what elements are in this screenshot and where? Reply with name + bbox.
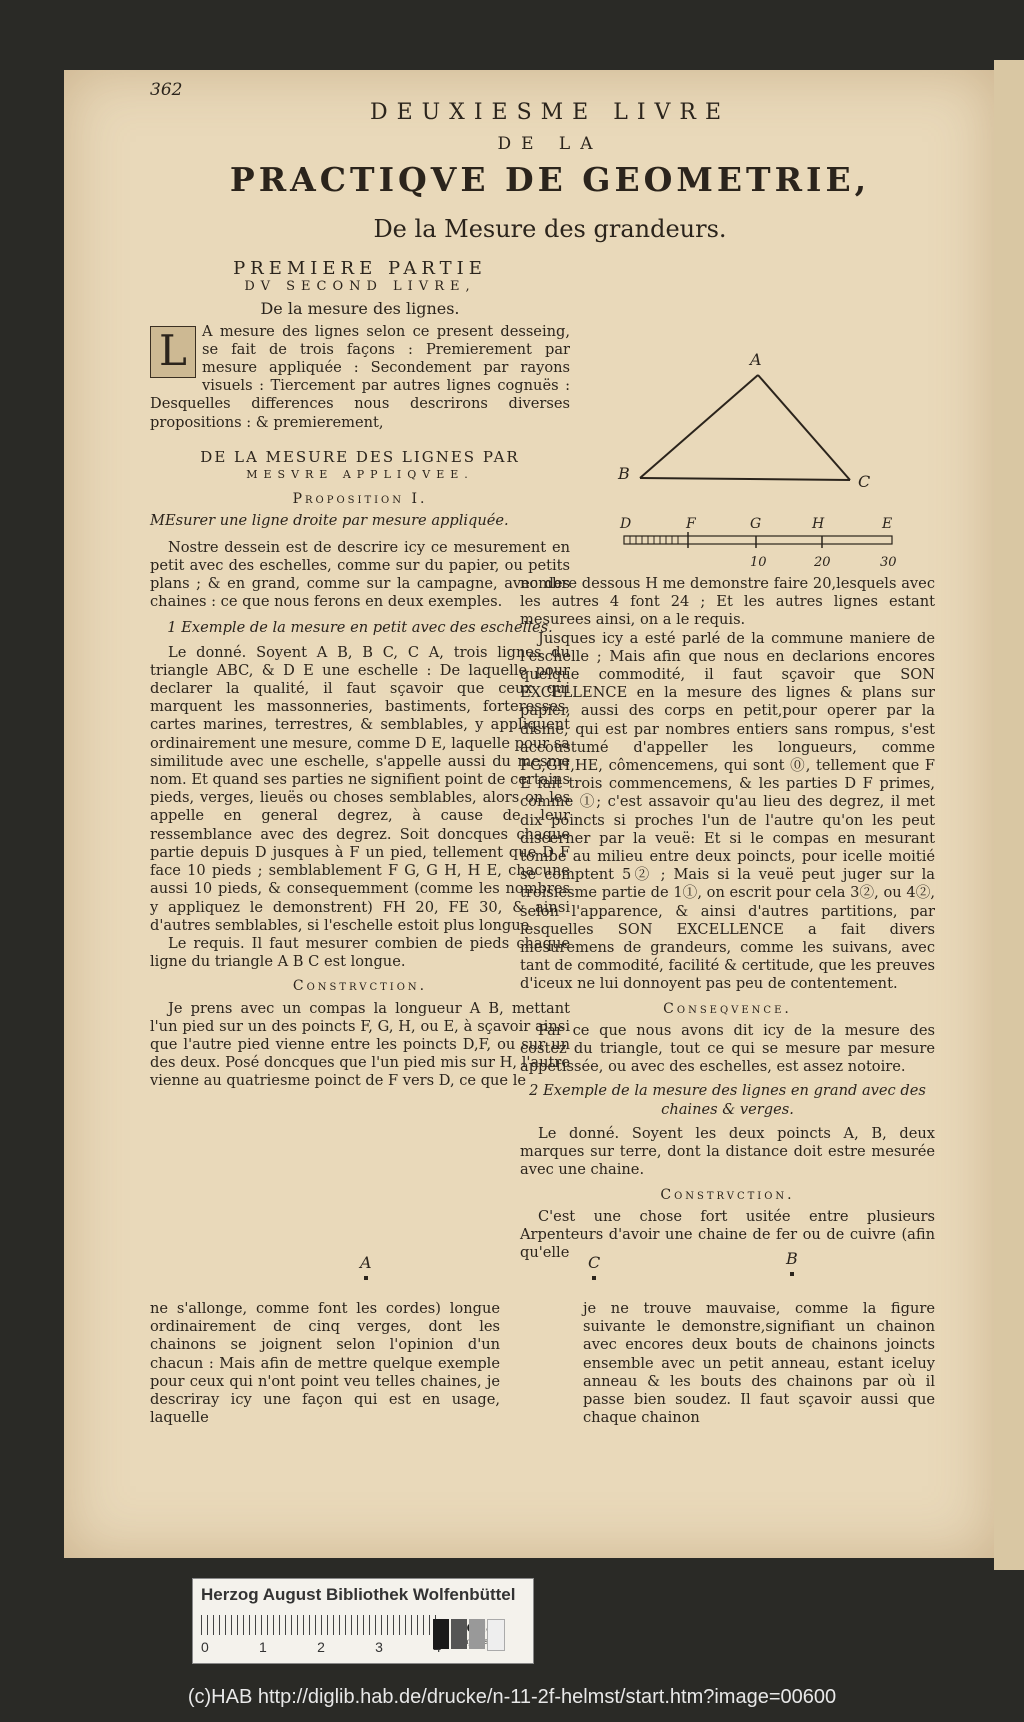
right-column xyxy=(520,575,935,1262)
right-paragraph-5: C'est une chose fort usitée entre plusieurs Arpenteurs d'avoir une chaine de fer ou de cuivre (afin qu'elle xyxy=(520,1207,935,1262)
title-line-1: DEUXIESME LIVRE xyxy=(369,100,731,125)
part-title: De la mesure des lignes. xyxy=(260,299,460,319)
scale-label-d: D xyxy=(620,516,632,532)
bottom-right-paragraph: je ne trouve mauvaise, comme la figure suivante le demonstre,signifiant un chainon avec encores deux bouts de chainons joincts ensemble avec un petit anneau, estant iceluy anneau & les bouts des chainons par où il passe bien soudez. Il faut sçavoir aussi que chaque chainon xyxy=(583,1300,935,1427)
ruler-numbers xyxy=(201,1639,441,1655)
scale-label-g: G xyxy=(750,516,762,532)
scale-bar xyxy=(624,536,892,544)
scale-label-f: F xyxy=(686,516,696,532)
paragraph-1: Nostre dessein est de descrire icy ce mesurement en petit avec des eschelles, comme sur du papier, ou petits plans ; & en grand, comme sur la campagne, avec des chaines : ce que nous ferons en deux exemples. xyxy=(150,538,570,611)
triangle-figure xyxy=(600,345,900,495)
next-page-edge xyxy=(994,60,1024,1570)
point-label-a: A xyxy=(360,1253,372,1272)
part-heading: PREMIERE PARTIE xyxy=(233,258,487,279)
vertex-label-b: B xyxy=(618,464,630,483)
example-1-title: 1 Exemple de la mesure en petit avec des eschelles. xyxy=(167,619,553,637)
point-a xyxy=(364,1276,368,1280)
title-line-3: PRACTIQVE DE GEOMETRIE, xyxy=(229,160,871,199)
subsection-heading: DE LA MESURE DES LIGNES PAR xyxy=(200,447,520,466)
construction-2-heading: Constrvction. xyxy=(660,1186,795,1203)
drop-cap: L xyxy=(150,326,196,378)
swatch-mid-gray xyxy=(469,1619,485,1649)
ruler-scale xyxy=(201,1615,441,1635)
ruler-number: 0 xyxy=(201,1639,209,1655)
point-label-b: B xyxy=(786,1249,798,1268)
library-name: Herzog August Bibliothek Wolfenbüttel xyxy=(201,1585,516,1604)
left-column xyxy=(150,260,570,1091)
vertex-label-a: A xyxy=(750,350,762,369)
right-paragraph-4: Le donné. Soyent les deux poincts A, B, deux marques sur terre, dont la distance doit estre mesurée avec une chaine. xyxy=(520,1124,935,1179)
consequence-heading: Conseqvence. xyxy=(663,1000,792,1017)
line-ab xyxy=(640,375,758,478)
scale-number-10: 10 xyxy=(750,555,767,570)
title-line-2: DE LA xyxy=(497,134,603,154)
scale-figure xyxy=(618,514,918,574)
proposition-heading: Proposition I. xyxy=(292,491,428,508)
scale-ticks xyxy=(630,532,822,548)
line-ac xyxy=(758,375,850,480)
paragraph-4: Je prens avec un compas la longueur A B, mettant l'un pied sur un des poincts F, G, H, ou E, à sçavoir ainsi que l'autre pied vienne entre les poincts D,F, ou sur un des deux. Posé doncques que l'un pied mis sur H, l'autre vienne au quatriesme poinct de F vers D, ce que le xyxy=(150,999,570,1090)
title-line-4: De la Mesure des grandeurs. xyxy=(373,215,727,243)
point-c xyxy=(592,1276,596,1280)
bottom-left-paragraph: ne s'allonge, comme font les cordes) longue ordinairement de cinq verges, dont les chainons se joignent selon l'opinion d'un chacun : Mais afin de mettre quelque exemple pour ceux qui n'ont point veu telles chaines, je descriray icy une façon qui est en usage, laquelle xyxy=(150,1300,500,1427)
copyright-footer: (c)HAB http://diglib.hab.de/drucke/n-11-2f-helmst/start.htm?image=00600 xyxy=(187,1686,837,1708)
swatch-light xyxy=(487,1619,505,1651)
ruler-number: 1 xyxy=(259,1639,267,1655)
archive-color-card xyxy=(192,1578,534,1664)
points-figure xyxy=(340,1248,820,1288)
scale-number-30: 30 xyxy=(880,555,897,570)
line-bc xyxy=(640,478,850,480)
intro-paragraph xyxy=(150,323,570,432)
swatch-dark-gray xyxy=(451,1619,467,1649)
part-subheading: DV SECOND LIVRE, xyxy=(244,279,476,295)
paragraph-2: Le donné. Soyent A B, B C, C A, trois lignes du triangle ABC, & D E une eschelle : De laquelle pour declarer la qualité, il faut sçavoir que ceux qui marquent les massonneries, bastiments, forteresses, cartes marines, terrestres, & semblables, y appliquent ordinairement une mesure, comme D E, laquelle pour sa similitude avec une eschelle, s'appelle aussi du mesme nom. Et quand ses parties ne signifient point de certains pieds, verges, lieuës ou choses semblables, alors on les appelle en general degrez, à cause de leur ressemblance avec des degrez. Soit doncques chaque partie depuis D jusques à F un pied, tellement que D F face 10 pieds ; semblablement F G, G H, H E, chacune aussi 10 pieds, & consequemment (comme les nombres y appliquez le demonstrent) FH 20, FE 30, & ainsi d'autres semblables, si l'eschelle estoit plus longue. xyxy=(150,643,570,934)
swatch-black xyxy=(433,1619,449,1649)
ruler-number: 3 xyxy=(375,1639,383,1655)
right-paragraph-3: Par ce que nous avons dit icy de la mesure des costez du triangle, tout ce qui se mesure par mesure appetissée, ou avec des eschelles, est assez notoire. xyxy=(520,1021,935,1076)
proposition-title: MEsurer une ligne droite par mesure appliquée. xyxy=(150,512,509,530)
right-paragraph-1: nombre dessous H me demonstre faire 20,lesquels avec les autres 4 font 24 ; Et les autres lignes estant mesurees ainsi, on a le requis. xyxy=(520,575,935,629)
paragraph-3: Le requis. Il faut mesurer combien de pieds chaque ligne du triangle A B C est longue. xyxy=(150,934,570,971)
example-2-title: 2 Exemple de la mesure des lignes en grand avec des chaines & verges. xyxy=(529,1082,926,1118)
scale-number-20: 20 xyxy=(814,555,831,570)
right-paragraph-2: Jusques icy a esté parlé de la commune maniere de l'eschelle ; Mais afin que nous en declarions encores quelque commodité, il faut sçavoir que SON EXCELLENCE en la mesure des lignes & plans sur papier, aussi des corps en petit,pour operer par la disme, qui est par nombres entiers sans rompus, s'est accoustumé d'appeller les longueurs, comme FG,GH,HE, cômencemens, qui sont ⓪, tellement que F E fait trois commencemens, & les parties D F primes, comme ①; c'est assavoir qu'au lieu des degrez, il met dix poincts si proches l'un de l'autre qu'on les peut discerner par la veuë: Et si le compas en mesurant tombe au milieu entre deux poincts, pour icelle moitié se comptent 5② ; Mais si la veuë peut juger sur la troisiesme partie de 1①, on escrit pour cela 3②, ou 4②, selon l'apparence, & ainsi d'autres partitions, par lesquelles SON EXCELLENCE a fait divers mesuremens de grandeurs, comme les suivans, avec tant de commodité, facilité & certitude, que les preuves d'iceux ne lui donnoyent pas peu de contentement. xyxy=(520,629,935,993)
ruler-number: 2 xyxy=(317,1639,325,1655)
intro-text: A mesure des lignes selon ce present desseing, se fait de trois façons : Premierement par mesure appliquée : Secondement par rayons visuels : Tiercement par autres lignes cognuës : Desquelles differences nous descrirons diverses propositions : & premierement, xyxy=(150,322,570,431)
page-number: 362 xyxy=(150,80,183,100)
point-label-c: C xyxy=(588,1253,601,1272)
scale-label-e: E xyxy=(882,516,893,532)
construction-heading: Constrvction. xyxy=(292,978,428,995)
scale-label-h: H xyxy=(812,516,825,532)
point-b xyxy=(790,1272,794,1276)
subsection-subheading: MESVRE APPLIQVEE. xyxy=(246,468,474,482)
vertex-label-c: C xyxy=(858,472,871,491)
